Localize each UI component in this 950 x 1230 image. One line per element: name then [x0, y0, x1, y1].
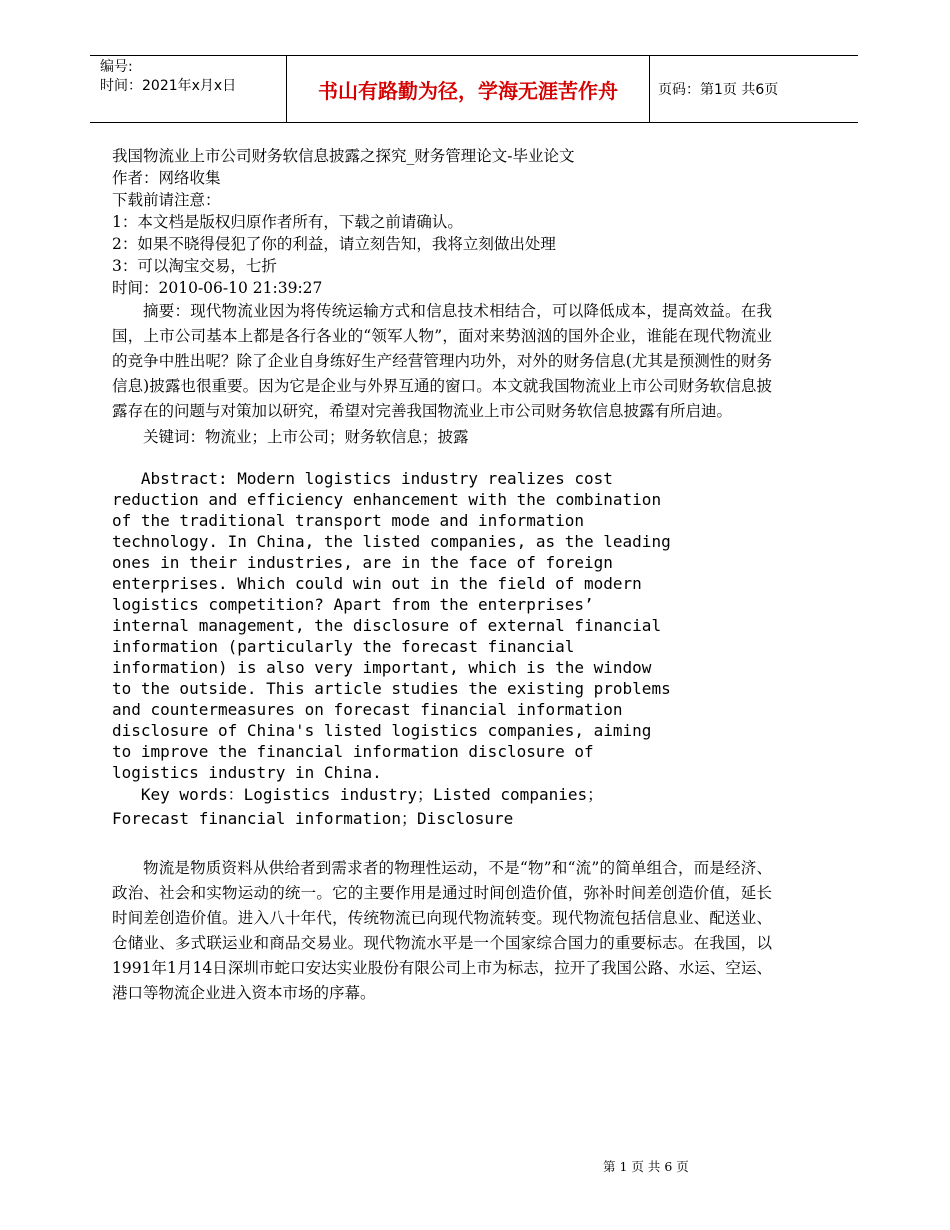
abstract-line: ones in their industries, are in the face of foreign: [112, 553, 613, 572]
abstract-line: information (particularly the forecast financial: [112, 637, 575, 656]
abstract-chinese: 摘要：现代物流业因为将传统运输方式和信息技术相结合，可以降低成本，提高效益。在我国，上市公司基本上都是各行各业的“领军人物”，面对来势汹汹的国外企业，谁能在现代物流业的竞争中胜出呢？除了企业自身练好生产经营管理内功外，对外的财务信息(尤其是预测性的财务信息)披露也很重要。因为它是企业与外界互通的窗口。本文就我国物流业上市公司财务软信息披露存在的问题与对策加以研究，希望对完善我国物流业上市公司财务软信息披露有所启迪。: [112, 302, 772, 420]
abstract-line: of the traditional transport mode and information: [112, 511, 585, 530]
notice-item: 1：本文档是版权归原作者所有，下载之前请确认。: [112, 213, 463, 231]
abstract-line: technology. In China, the listed companies, as the leading: [112, 532, 671, 551]
abstract-line: enterprises. Which could win out in the field of modern: [112, 574, 642, 593]
abstract-line: internal management, the disclosure of external financial: [112, 616, 662, 635]
abstract-line: to improve the financial information disclosure of: [112, 742, 594, 761]
keywords-english: [112, 783, 772, 831]
abstract-line: information) is also very important, which is the window: [112, 658, 652, 677]
notice-item: 2：如果不晓得侵犯了你的利益，请立刻告知，我将立刻做出处理: [112, 235, 556, 253]
notice-item: 3：可以淘宝交易，七折: [112, 257, 277, 275]
article-author: 作者：网络收集: [112, 169, 221, 187]
header-motto: 书山有路勤为径，学海无涯苦作舟: [318, 78, 618, 103]
abstract-line: to the outside. This article studies the existing problems: [112, 679, 671, 698]
abstract-line: logistics industry in China.: [112, 763, 382, 782]
abstract-english: [112, 468, 772, 783]
keywords-line: Forecast financial information；Disclosure: [112, 809, 514, 828]
header-divider: [286, 56, 287, 122]
header-divider: [649, 56, 650, 122]
abstract-line: Abstract: Modern logistics industry realizes cost: [112, 469, 613, 488]
article-time: 时间：2010-06-10 21:39:27: [112, 279, 323, 297]
document-body: [112, 145, 772, 1006]
page-header: [90, 55, 858, 123]
abstract-line: reduction and efficiency enhancement with the combination: [112, 490, 662, 509]
keywords-chinese: 关键词：物流业；上市公司；财务软信息；披露: [143, 428, 469, 446]
abstract-line: disclosure of China's listed logistics companies, aiming: [112, 721, 652, 740]
header-time-label: 时间：2021年x月x日: [100, 78, 237, 94]
keywords-line: Key words：Logistics industry；Listed companies；: [112, 785, 604, 804]
notice-heading: 下载前请注意：: [112, 191, 221, 209]
header-meta: [100, 58, 236, 96]
footer-page-number: 第 1 页 共 6 页: [603, 1159, 689, 1174]
article-title: 我国物流业上市公司财务软信息披露之探究_财务管理论文-毕业论文: [112, 147, 575, 165]
abstract-line: and countermeasures on forecast financial information: [112, 700, 623, 719]
header-page-label: 页码：第1页 共6页: [658, 82, 779, 98]
header-number-label: 编号:: [100, 59, 133, 75]
body-paragraph: 物流是物质资料从供给者到需求者的物理性运动，不是“物”和“流”的简单组合，而是经济、政治、社会和实物运动的统一。它的主要作用是通过时间创造价值，弥补时间差创造价值，延长时间差创造价值。进入八十年代，传统物流已向现代物流转变。现代物流包括信息业、配送业、仓储业、多式联运业和商品交易业。现代物流水平是一个国家综合国力的重要标志。在我国，以1991年1月14日深圳市蛇口安达实业股份有限公司上市为标志，拉开了我国公路、水运、空运、港口等物流企业进入资本市场的序幕。: [112, 859, 772, 1002]
abstract-line: logistics competition? Apart from the enterprises’: [112, 595, 594, 614]
